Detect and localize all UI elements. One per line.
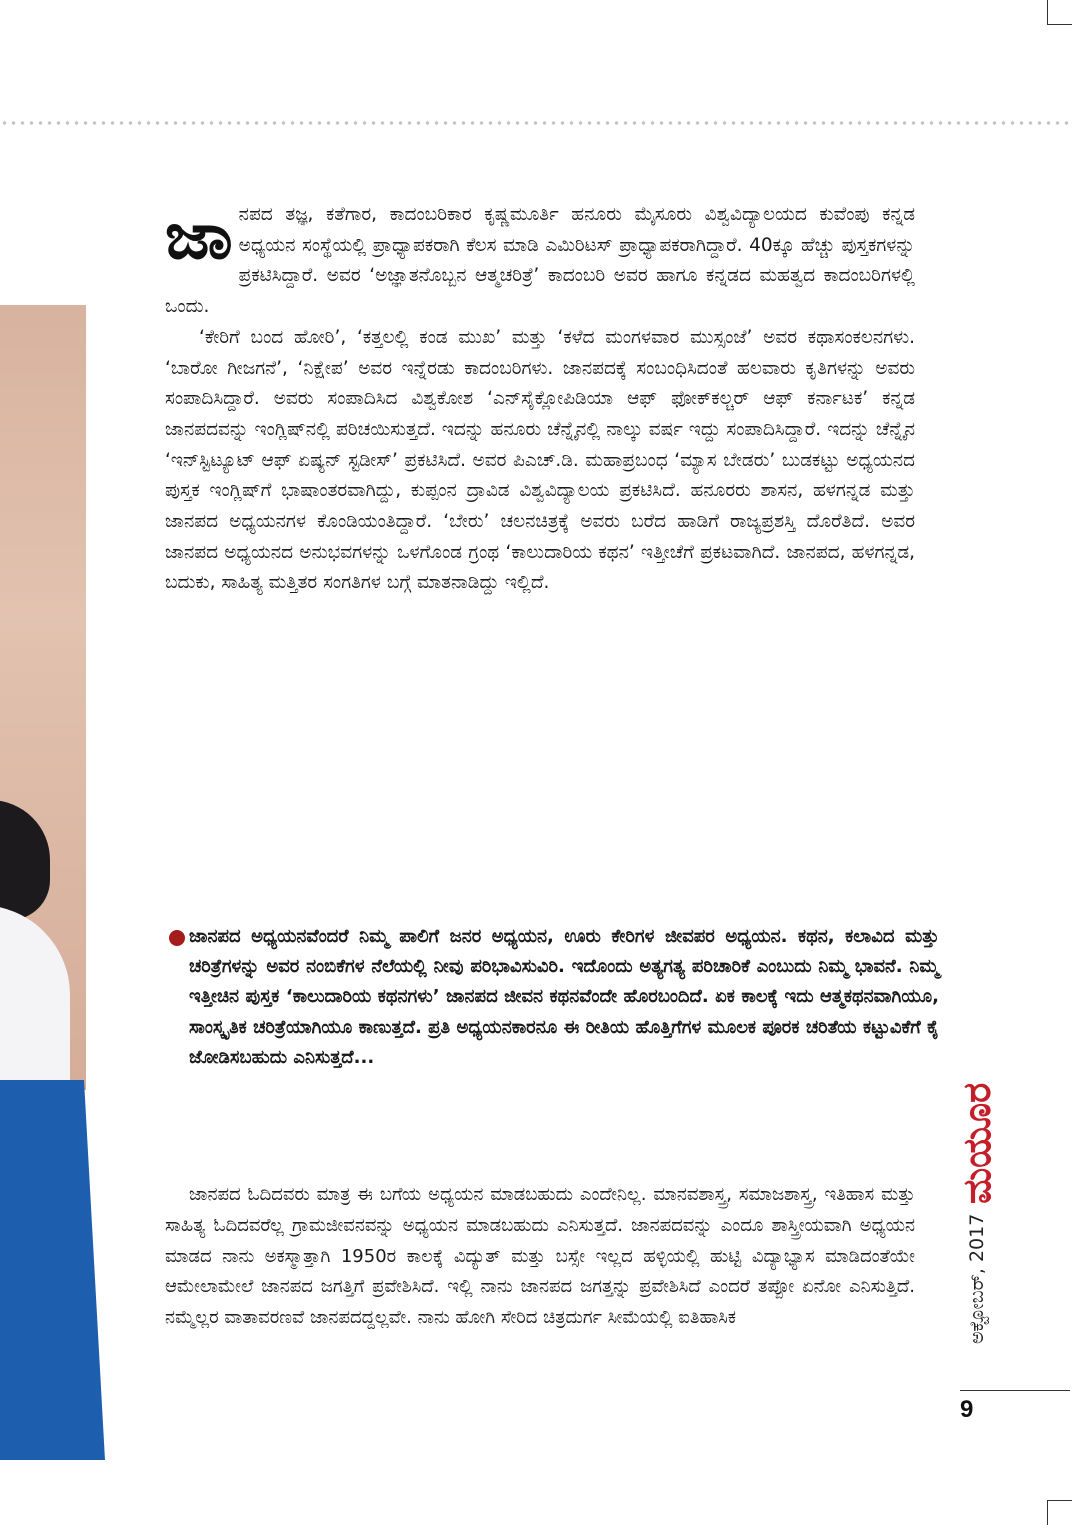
page-number: 9 bbox=[960, 1396, 974, 1423]
interview-question bbox=[165, 922, 939, 1073]
portrait-photo bbox=[0, 305, 86, 1090]
answer-paragraph: ಜಾನಪದ ಓದಿದವರು ಮಾತ್ರ ಈ ಬಗೆಯ ಅಧ್ಯಯನ ಮಾಡಬಹುದು ಎಂದೇನಿಲ್ಲ. ಮಾನವಶಾಸ್ತ್ರ, ಸಮಾಜಶಾಸ್ತ್ರ, ಇತಿಹಾಸ ಮತ್ತು ಸಾಹಿತ್ಯ ಓದಿದವರೆಲ್ಲ ಗ್ರಾಮಜೀವನವನ್ನು ಅಧ್ಯಯನ ಮಾಡಬಹುದು ಎನಿಸುತ್ತದೆ. ಜಾನಪದವನ್ನು ಎಂದೂ ಶಾಸ್ತ್ರೀಯವಾಗಿ ಅಧ್ಯಯನ ಮಾಡದ ನಾನು ಅಕಸ್ಮಾತ್ತಾಗಿ 1950ರ ಕಾಲಕ್ಕೆ ವಿದ್ಯುತ್ ಮತ್ತು ಬಸ್ಸೇ ಇಲ್ಲದ ಹಳ್ಳಿಯಲ್ಲಿ ಹುಟ್ಟಿ ವಿದ್ಯಾಭ್ಯಾಸ ಮಾಡಿದಂತೆಯೇ ಆಮೇಲಾಮೇಲೆ ಜಾನಪದ ಜಗತ್ತಿಗೆ ಪ್ರವೇಶಿಸಿದೆ. ಇಲ್ಲಿ ನಾನು ಜಾನಪದ ಜಗತ್ತನ್ನು ಪ್ರವೇಶಿಸಿದೆ ಎಂದರೆ ತಪ್ಪೋ ಏನೋ ಎನಿಸುತ್ತಿದೆ. ನಮ್ಮೆಲ್ಲರ ವಾತಾವರಣವೆ ಜಾನಪದದ್ದಲ್ಲವೇ. ನಾನು ಹೋಗಿ ಸೇರಿದ ಚಿತ್ರದುರ್ಗ ಸೀಮೆಯಲ್ಲಿ ಐತಿಹಾಸಿಕ bbox=[165, 1184, 915, 1329]
interview-answer bbox=[165, 1180, 915, 1334]
portrait-shirt bbox=[0, 905, 70, 1090]
question-text: ಜಾನಪದ ಅಧ್ಯಯನವೆಂದರೆ ನಿಮ್ಮ ಪಾಲಿಗೆ ಜನರ ಅಧ್ಯಯನ, ಊರು ಕೇರಿಗಳ ಜೀವಪರ ಅಧ್ಯಯನ. ಕಥನ, ಕಲಾವಿದ ಮತ್ತು ಚರಿತ್ರೆಗಳನ್ನು ಅವರ ನಂಬಿಕೆಗಳ ನೆಲೆಯಲ್ಲಿ ನೀವು ಪರಿಭಾವಿಸುವಿರಿ. ಇದೊಂದು ಅತ್ಯಗತ್ಯ ಪರಿಚಾರಿಕೆ ಎಂಬುದು ನಿಮ್ಮ ಭಾವನೆ. ನಿಮ್ಮ ಇತ್ತೀಚಿನ ಪುಸ್ತಕ ‘ಕಾಲುದಾರಿಯ ಕಥನಗಳು’ ಜಾನಪದ ಜೀವನ ಕಥನವೆಂದೇ ಹೊರಬಂದಿದೆ. ಏಕ ಕಾಲಕ್ಕೆ ಇದು ಆತ್ಮಕಥನವಾಗಿಯೂ, ಸಾಂಸ್ಕೃತಿಕ ಚರಿತ್ರೆಯಾಗಿಯೂ ಕಾಣುತ್ತದೆ. ಪ್ರತಿ ಅಧ್ಯಯನಕಾರನೂ ಈ ರೀತಿಯ ಹೊತ್ತಿಗೆಗಳ ಮೂಲಕ ಪೂರಕ ಚರಿತೆಯ ಕಟ್ಟುವಿಕೆಗೆ ಕೈ ಜೋಡಿಸಬಹುದು ಎನಿಸುತ್ತದೆ... bbox=[189, 926, 939, 1068]
portrait-hair bbox=[0, 800, 50, 920]
intro-paragraph-1 bbox=[165, 196, 915, 323]
question-bullet-icon bbox=[169, 930, 185, 946]
crop-mark-bottom bbox=[1047, 1500, 1072, 1525]
issue-date: ಅಕ್ಟೋಬರ್, 2017 bbox=[966, 1214, 988, 1345]
intro-paragraph-2: ‘ಕೇರಿಗೆ ಬಂದ ಹೋರಿ’, ‘ಕತ್ತಲಲ್ಲಿ ಕಂಡ ಮುಖ’ ಮತ್ತು ‘ಕಳೆದ ಮಂಗಳವಾರ ಮುಸ್ಸಂಜೆ’ ಅವರ ಕಥಾಸಂಕಲನಗಳು. ‘ಬಾರೋ ಗೀಜಗನೆ’, ‘ನಿಕ್ಷೇಪ’ ಅವರ ಇನ್ನೆರಡು ಕಾದಂಬರಿಗಳು. ಜಾನಪದಕ್ಕೆ ಸಂಬಂಧಿಸಿದಂತೆ ಹಲವಾರು ಕೃತಿಗಳನ್ನು ಅವರು ಸಂಪಾದಿಸಿದ್ದಾರೆ. ಅವರು ಸಂಪಾದಿಸಿದ ವಿಶ್ವಕೋಶ ‘ಎನ್‌ಸೈಕ್ಲೋಪಿಡಿಯಾ ಆಫ್ ಫೋಕ್‌ಕಲ್ಚರ್ ಆಫ್ ಕರ್ನಾಟಕ’ ಕನ್ನಡ ಜಾನಪದವನ್ನು ಇಂಗ್ಲಿಷ್‌ನಲ್ಲಿ ಪರಿಚಯಿಸುತ್ತದೆ. ಇದನ್ನು ಹನೂರು ಚೆನ್ನೈನಲ್ಲಿ ನಾಲ್ಕು ವರ್ಷ ಇದ್ದು ಸಂಪಾದಿಸಿದ್ದಾರೆ. ಇದನ್ನು ಚೆನ್ನೈನ ‘ಇನ್‌ಸ್ಟಿಟ್ಯೂಟ್ ಆಫ್ ಏಷ್ಯನ್ ಸ್ಟಡೀಸ್’ ಪ್ರಕಟಿಸಿದೆ. ಅವರ ಪಿಎಚ್.ಡಿ. ಮಹಾಪ್ರಬಂಧ ‘ಮ್ಯಾಸ ಬೇಡರು’ ಬುಡಕಟ್ಟು ಅಧ್ಯಯನದ ಪುಸ್ತಕ ಇಂಗ್ಲಿಷ್‌ಗೆ ಭಾಷಾಂತರವಾಗಿದ್ದು, ಕುಪ್ಪಂನ ದ್ರಾವಿಡ ವಿಶ್ವವಿದ್ಯಾಲಯ ಪ್ರಕಟಿಸಿದೆ. ಹನೂರರು ಶಾಸನ, ಹಳಗನ್ನಡ ಮತ್ತು ಜಾನಪದ ಅಧ್ಯಯನಗಳ ಕೊಂಡಿಯಂತಿದ್ದಾರೆ. ‘ಬೇರು’ ಚಲನಚಿತ್ರಕ್ಕೆ ಅವರು ಬರೆದ ಹಾಡಿಗೆ ರಾಜ್ಯಪ್ರಶಸ್ತಿ ದೊರೆತಿದೆ. ಅವರ ಜಾನಪದ ಅಧ್ಯಯನದ ಅನುಭವಗಳನ್ನು ಒಳಗೊಂಡ ಗ್ರಂಥ ‘ಕಾಲುದಾರಿಯ ಕಥನ’ ಇತ್ತೀಚೆಗೆ ಪ್ರಕಟವಾಗಿದೆ. ಜಾನಪದ, ಹಳಗನ್ನಡ, ಬದುಕು, ಸಾಹಿತ್ಯ ಮತ್ತಿತರ ಸಂಗತಿಗಳ ಬಗ್ಗೆ ಮಾತನಾಡಿದ್ದು ಇಲ್ಲಿದೆ. bbox=[165, 326, 915, 594]
intro-paragraph-1-text: ನಪದ ತಜ್ಞ, ಕತೆಗಾರ, ಕಾದಂಬರಿಕಾರ ಕೃಷ್ಣಮೂರ್ತಿ ಹನೂರು ಮೈಸೂರು ವಿಶ್ವವಿದ್ಯಾಲಯದ ಕುವೆಂಪು ಕನ್ನಡ ಅಧ್ಯಯನ ಸಂಸ್ಥೆಯಲ್ಲಿ ಪ್ರಾಧ್ಯಾಪಕರಾಗಿ ಕೆಲಸ ಮಾಡಿ ಎಮಿರಿಟಸ್ ಪ್ರಾಧ್ಯಾಪಕರಾಗಿದ್ದಾರೆ. 40ಕ್ಕೂ ಹೆಚ್ಚು ಪುಸ್ತಕಗಳನ್ನು ಪ್ರಕಟಿಸಿದ್ದಾರೆ. ಅವರ ‘ಅಜ್ಞಾತನೊಬ್ಬನ ಆತ್ಮಚರಿತ್ರೆ’ ಕಾದಂಬರಿ ಅವರ ಹಾಗೂ ಕನ್ನಡದ ಮಹತ್ವದ ಕಾದಂಬರಿಗಳಲ್ಲಿ ಒಂದು. bbox=[165, 204, 915, 318]
magazine-logo: ಮಯೂರ bbox=[955, 1083, 999, 1205]
crop-mark-top bbox=[1047, 0, 1072, 25]
intro-section bbox=[165, 196, 915, 599]
drop-cap: ಜಾ bbox=[165, 196, 233, 274]
blue-decorative-band bbox=[0, 1080, 105, 1460]
side-footer bbox=[957, 1083, 997, 1395]
footer-rule bbox=[960, 1390, 1070, 1391]
dotted-divider bbox=[0, 120, 1072, 126]
